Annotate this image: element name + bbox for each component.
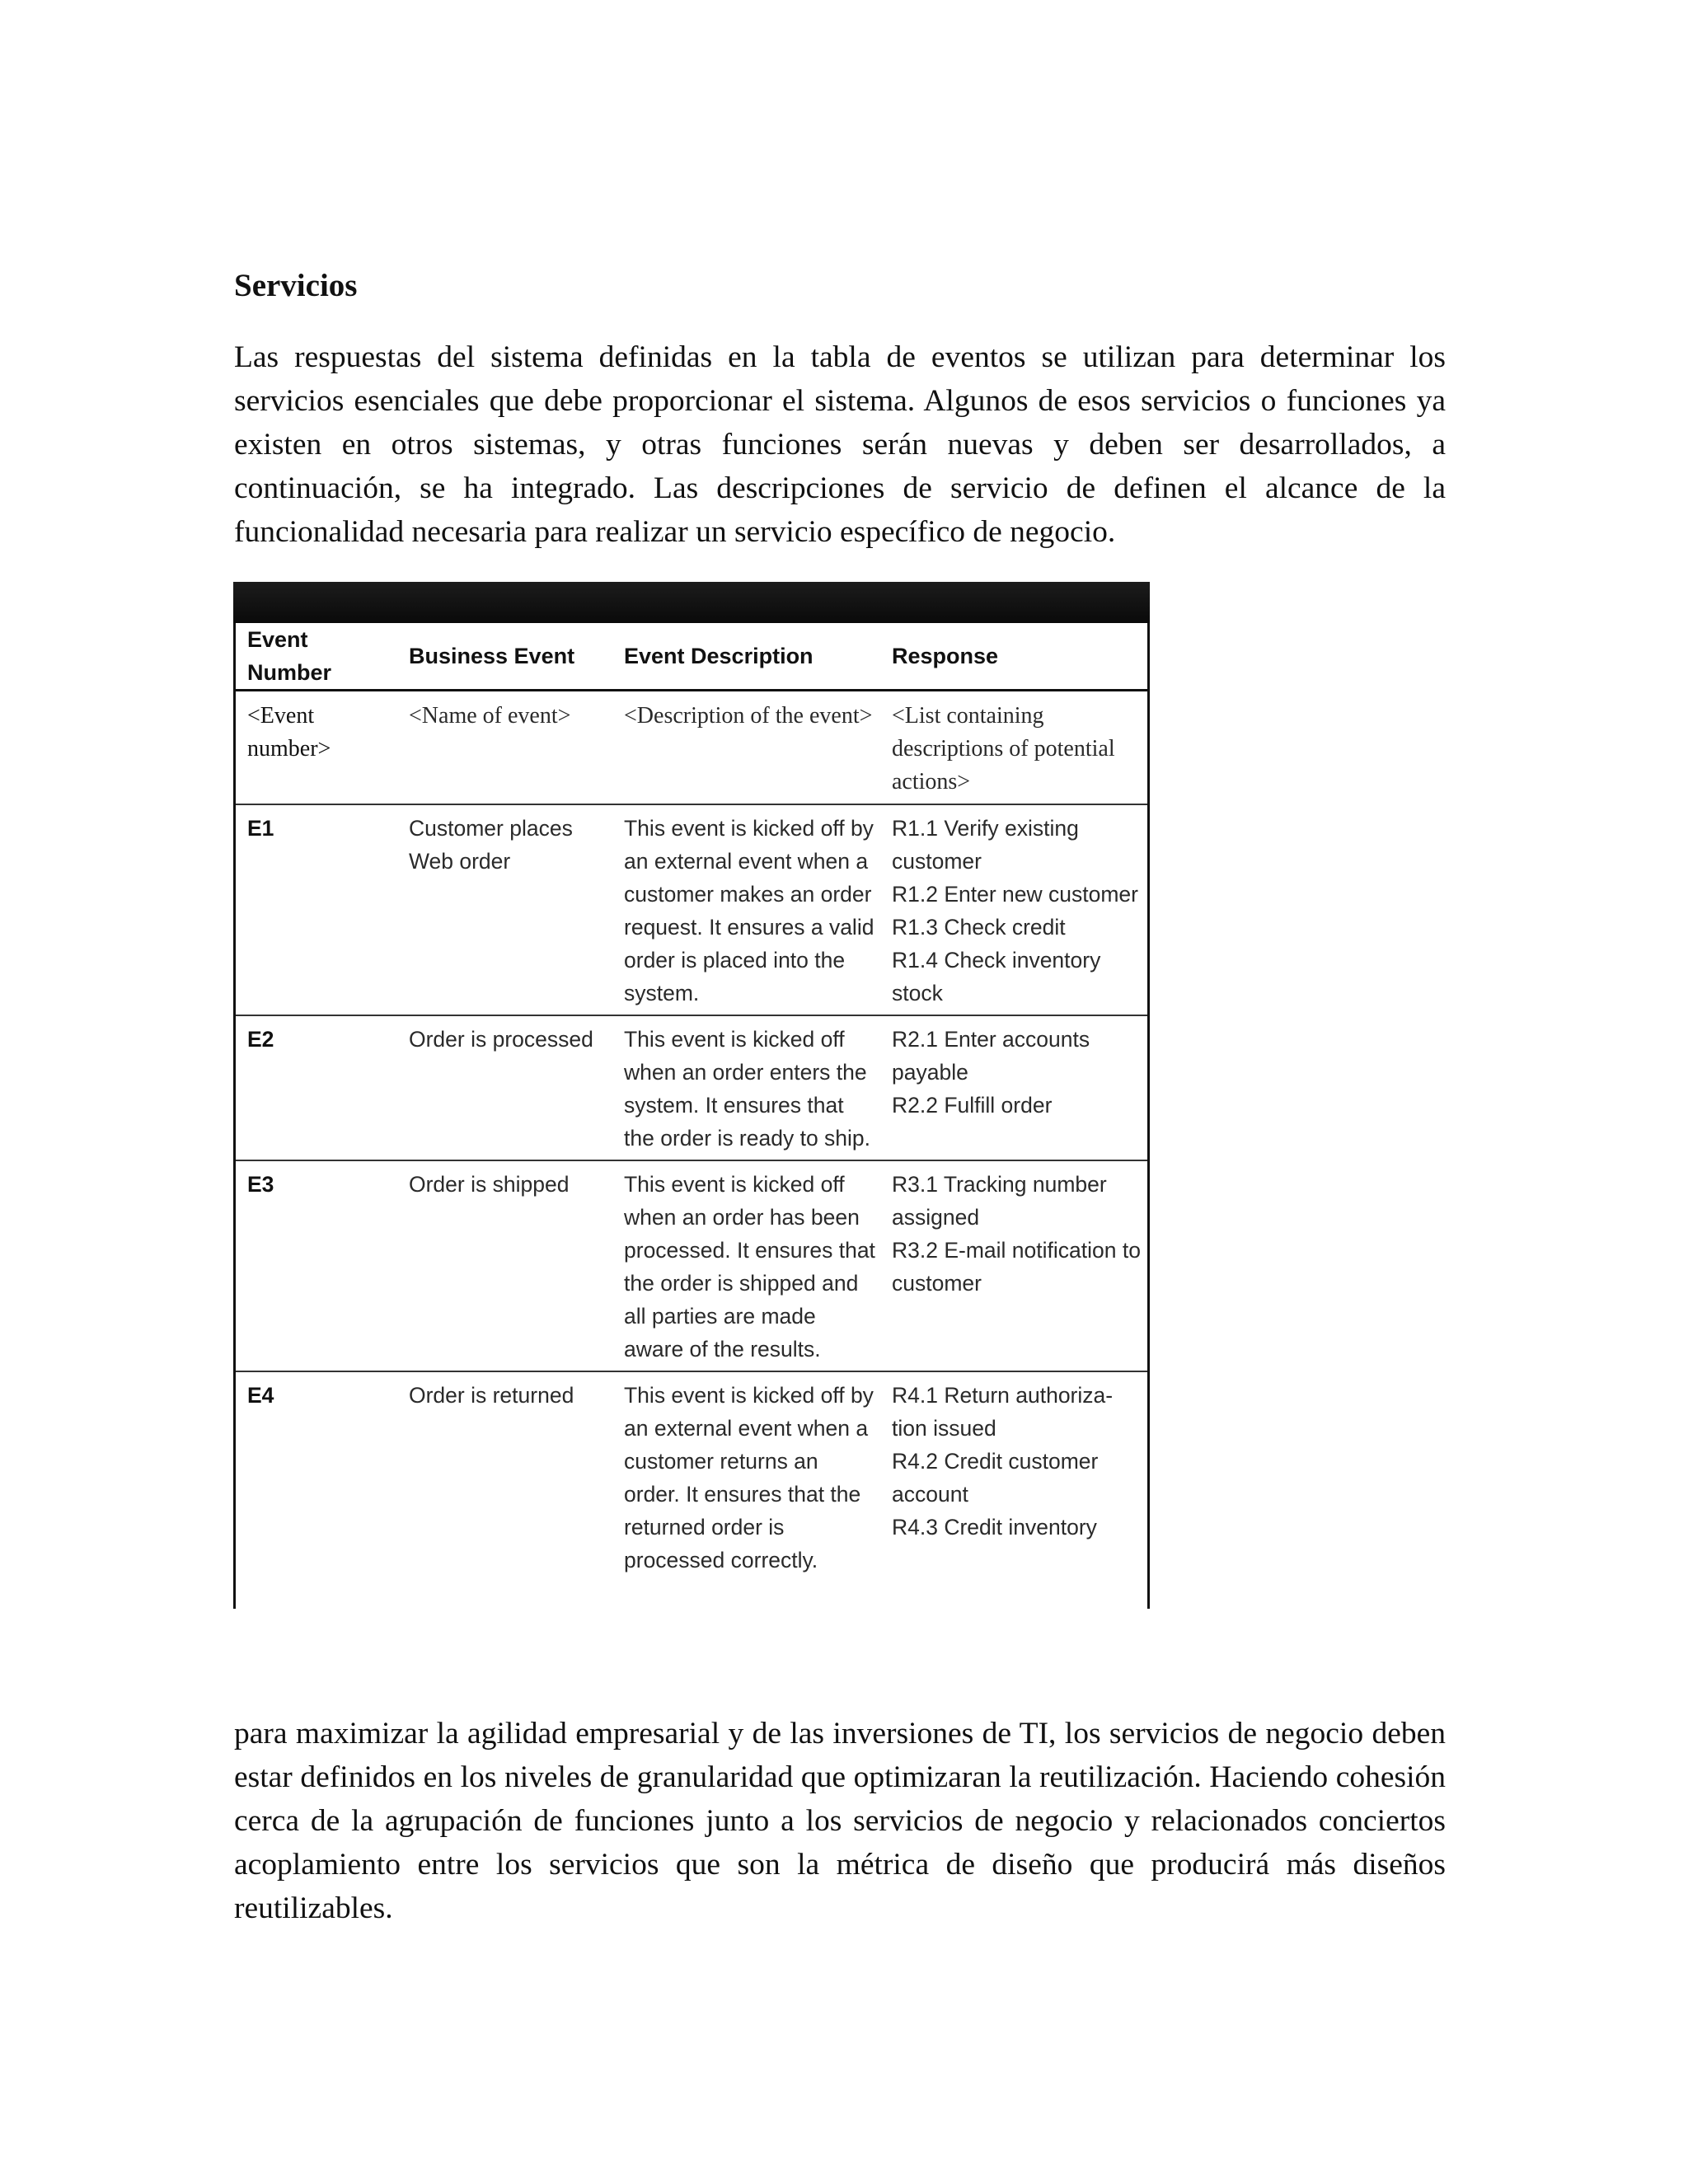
- cell-response: [880, 1015, 1147, 1160]
- response-item: R2.1 Enter accounts payable: [892, 1027, 1090, 1085]
- cell-event-number: E4: [247, 1383, 274, 1408]
- header-business-event: Business Event: [397, 623, 612, 691]
- cell-response: [880, 1371, 1147, 1582]
- table-row: [236, 1160, 1147, 1371]
- response-item: R4.3 Credit inventory: [892, 1515, 1097, 1540]
- response-item: R4.2 Credit customer account: [892, 1449, 1099, 1507]
- cell-event-number: E1: [236, 804, 397, 1015]
- cell-event-description: This event is kicked off by an external event when a customer returns an order. It ensures that the returned order is processed correctly.: [624, 1383, 874, 1572]
- closing-paragraph: para maximizar la agilidad empresarial y de las inversiones de TI, los servicios de negocio deben estar definidos en los niveles de granularidad que optimizaran la reutilización. Haciendo cohesión cerca de la agrupación de funciones junto a los servicios de negocio y relacionados conciertos acoplamiento entre los servicios que son la métrica de diseño que producirá más diseños reutilizables.: [234, 1717, 1446, 1925]
- table-row: [236, 804, 1147, 1015]
- cell-response: <List containing descriptions of potential actions>: [880, 691, 1147, 805]
- event-table: [236, 623, 1147, 1582]
- response-item: R1.2 Enter new customer: [892, 882, 1138, 907]
- table-row: [236, 1015, 1147, 1160]
- response-item: R3.2 E-mail notification to customer: [892, 1238, 1141, 1296]
- cell-event-number: E2: [236, 1015, 397, 1160]
- header-event-number: Event Number: [236, 623, 397, 691]
- cell-business-event: Order is shipped: [397, 1160, 612, 1371]
- cell-event-description: This event is kicked off when an order enters the system. It ensures that the order is ready to ship.: [612, 1015, 880, 1160]
- response-item: R3.1 Tracking number assigned: [892, 1172, 1107, 1230]
- section-heading: Servicios: [234, 268, 358, 303]
- figure-top-bar: [233, 582, 1150, 623]
- intro-paragraph: Las respuestas del sistema definidas en la tabla de eventos se utilizan para determinar los servicios esenciales que debe proporcionar el sistema. Algunos de esos servicios o funciones ya existen en otros sistemas, y otras funciones serán nuevas y deben ser desarrollados, a continuación, se ha integrado. Las descripciones de servicio de definen el alcance de la funcionalidad necesaria para realizar un servicio específico de negocio.: [234, 340, 1446, 549]
- response-item: R1.4 Check inventory stock: [892, 948, 1101, 1005]
- cell-business-event: Order is returned: [409, 1383, 574, 1408]
- header-event-description: Event Description: [612, 623, 880, 691]
- cell-business-event: Order is processed: [397, 1015, 612, 1160]
- table-header-row: [236, 623, 1147, 691]
- cell-business-event: <Name of event>: [397, 691, 612, 805]
- cell-event-description: This event is kicked off by an external event when a customer makes an order request. It ensures a valid order is placed into the system.: [612, 804, 880, 1015]
- table-row: [236, 1371, 1147, 1582]
- response-item: R1.3 Check credit: [892, 915, 1066, 940]
- header-response: Response: [880, 623, 1147, 691]
- cell-business-event: Customer places Web order: [397, 804, 612, 1015]
- cell-event-description: This event is kicked off when an order has been processed. It ensures that the order is shipped and all parties are made aware of the results.: [612, 1160, 880, 1371]
- response-item: R2.2 Fulfill order: [892, 1093, 1053, 1118]
- cell-event-description: <Description of the event>: [612, 691, 880, 805]
- cell-response: [880, 804, 1147, 1015]
- cell-response: [880, 1160, 1147, 1371]
- response-item: R4.1 Return authoriza-tion issued: [892, 1383, 1114, 1441]
- table-row-template: [236, 691, 1147, 805]
- event-table-figure: [233, 582, 1150, 1609]
- cell-event-number: <Event number>: [236, 691, 397, 805]
- response-item: R1.1 Verify existing customer: [892, 816, 1079, 874]
- cell-event-number: E3: [236, 1160, 397, 1371]
